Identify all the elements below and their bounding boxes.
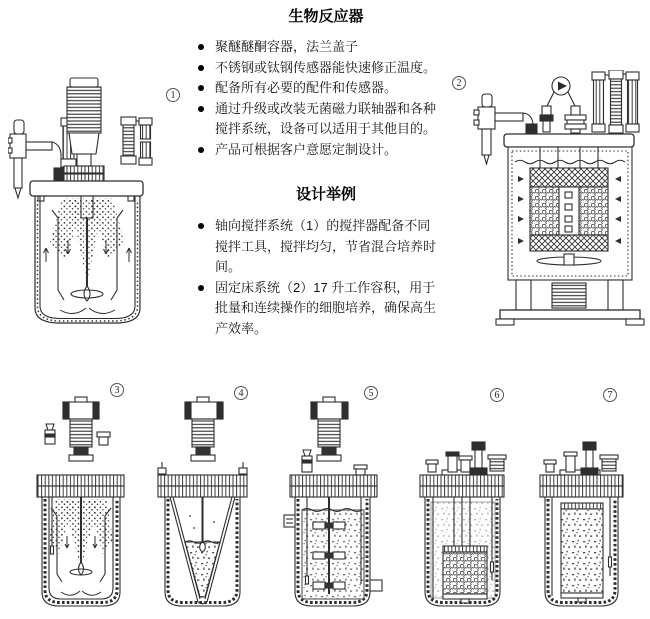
lid-ports	[426, 442, 506, 475]
figure-6-label: 6	[490, 388, 504, 402]
list-item: 聚醚醚酮容器，法兰盖子	[193, 37, 459, 58]
figure-3-label: 3	[110, 383, 124, 397]
lid-clamps	[158, 462, 247, 474]
rotameter-columns	[592, 70, 639, 133]
side-nozzle-left	[284, 515, 295, 527]
bullet-icon	[198, 65, 204, 71]
side-nozzle-right	[370, 580, 382, 591]
list-item: 固定床系统（2）17 升工作容积，用于批量和连续操作的细胞培养，确保高生产效率。	[193, 278, 459, 340]
bullet-icon	[198, 223, 204, 229]
list-item: 轴向搅拌系统（1）的搅拌器配备不同搅拌工具，搅拌均匀，节省混合培养时间。	[193, 216, 459, 278]
design-example-list	[193, 216, 459, 339]
stirrer-motor	[63, 397, 99, 461]
vessel-lid	[420, 475, 504, 486]
vessel-lid	[504, 134, 634, 147]
figure-multi-paddle-vessel	[276, 396, 426, 614]
figure-7-label: 7	[603, 388, 617, 402]
stirrer-motor	[311, 397, 348, 461]
figure-conical-vessel	[156, 396, 281, 614]
vessel-lid	[540, 475, 623, 486]
stirrer-motor	[185, 397, 223, 461]
figure-fixed-bed-bioreactor	[458, 70, 646, 335]
packed-column	[561, 503, 603, 602]
figure-4-label: 4	[234, 386, 248, 400]
figure-packed-column-vessel	[538, 396, 650, 614]
figure-2-label: 2	[452, 76, 466, 90]
text-column	[193, 6, 459, 339]
list-item: 通过升级或改装无菌磁力联轴器和各种搅拌系统，设备可以适用于其他目的。	[193, 99, 459, 140]
lid-fittings	[540, 106, 586, 133]
vessel-lid	[158, 475, 247, 486]
figure-5-label: 5	[364, 386, 378, 400]
stirrer-motor	[64, 78, 104, 181]
bullet-icon	[198, 147, 204, 153]
list-item: 产品可根据客户意愿定制设计。	[193, 140, 459, 161]
list-item: 配备所有必要的配件和传感器。	[193, 78, 459, 99]
feature-list	[193, 37, 459, 160]
list-item: 不锈钢或钛钢传感器能快速修正温度。	[193, 58, 459, 79]
figure-1-label: 1	[166, 88, 180, 102]
figure-stirred-tank-bioreactor	[8, 62, 158, 347]
lid-ports	[544, 442, 618, 475]
bullet-icon	[198, 85, 204, 91]
bead-basket	[443, 546, 487, 603]
vessel-lid	[30, 181, 143, 196]
probe	[609, 497, 612, 576]
bullet-icon	[198, 285, 204, 291]
figure-packed-bed-basket-vessel	[418, 396, 540, 614]
vessel-lid	[37, 475, 124, 486]
fixed-bed-basket	[518, 168, 621, 251]
vessel-stand	[496, 280, 644, 325]
page-title: 生物反应器	[288, 8, 364, 25]
figure-stirred-vessel-draft-tube	[33, 396, 158, 614]
bullet-icon	[198, 44, 204, 50]
design-examples-title: 设计举例	[295, 186, 356, 203]
vessel-lid	[290, 475, 377, 486]
bullet-icon	[198, 106, 204, 112]
pump-icon	[546, 77, 576, 108]
